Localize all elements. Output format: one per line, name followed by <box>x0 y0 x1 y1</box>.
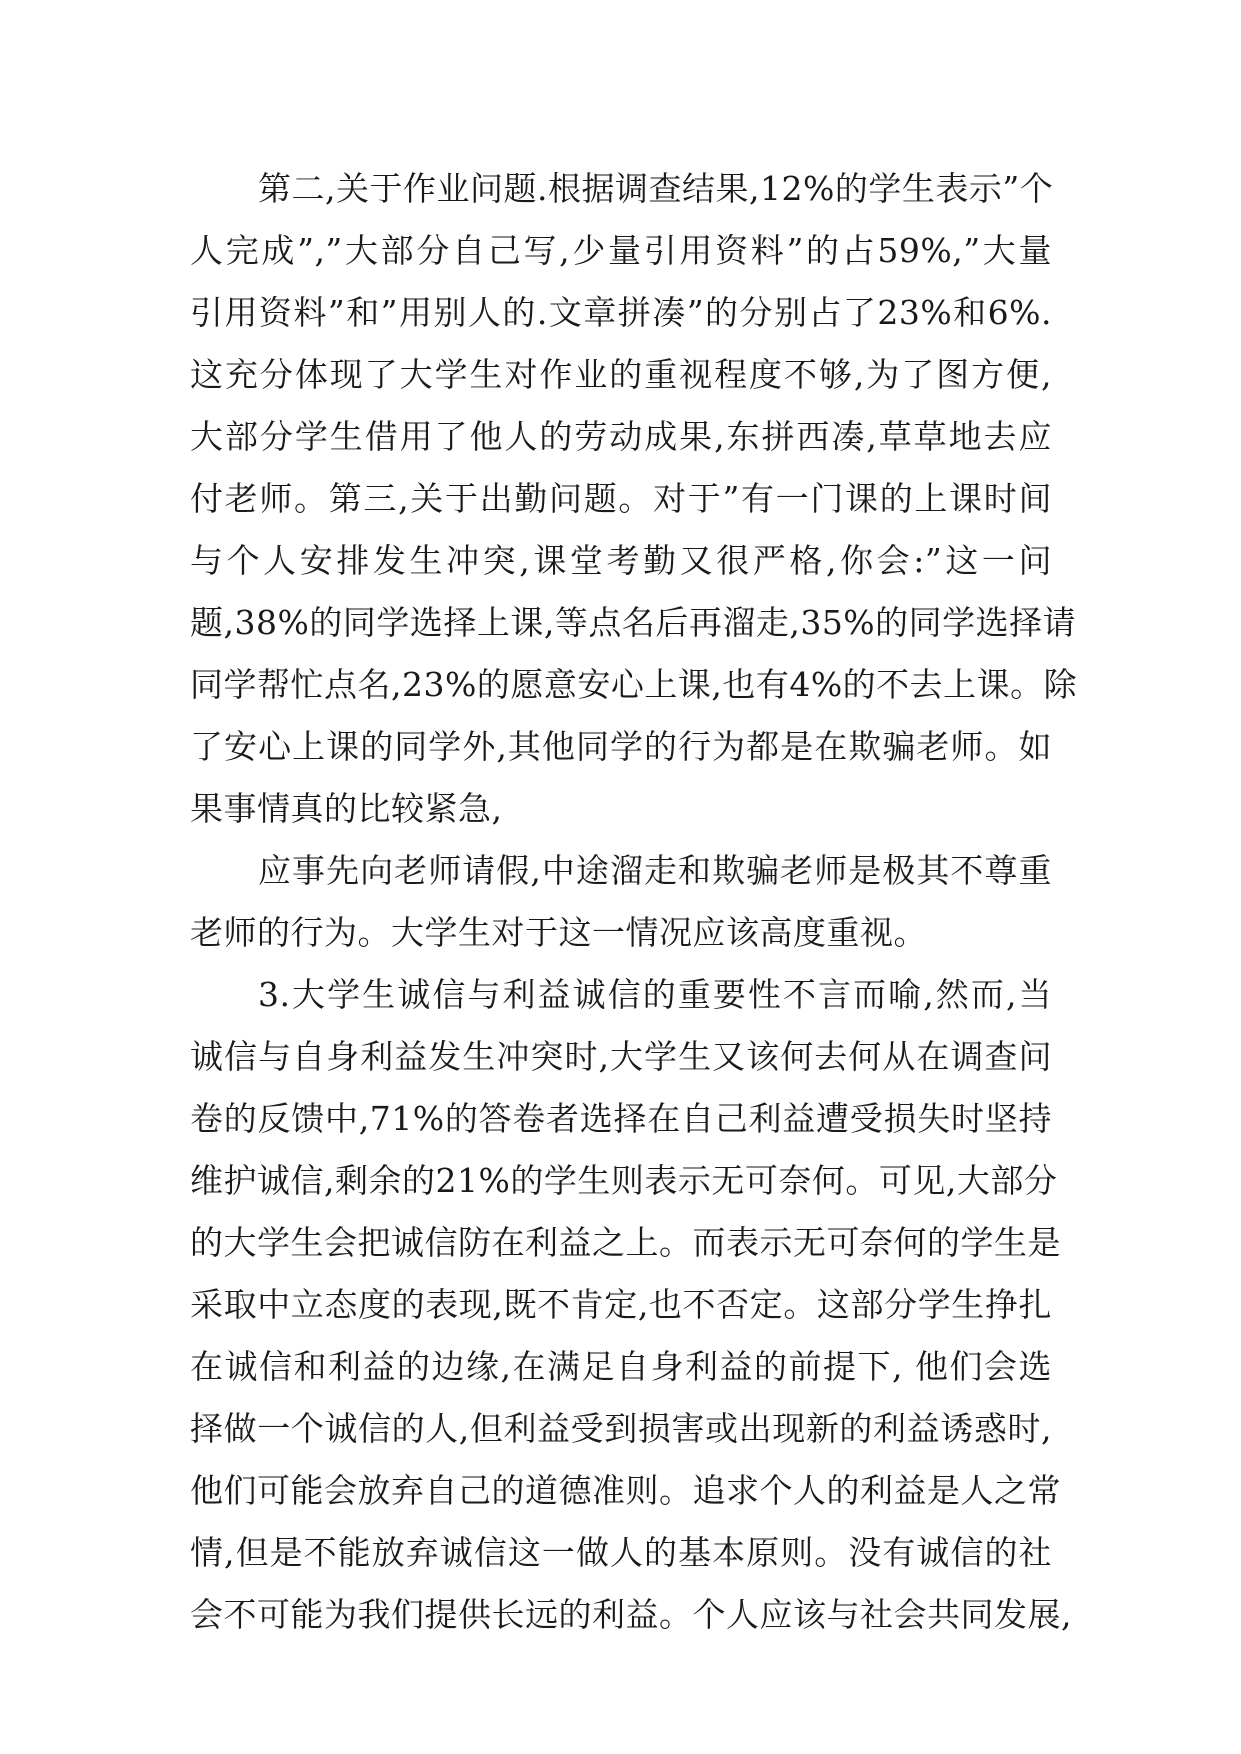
document-body <box>190 158 1078 1646</box>
text-line: 诚信与自身利益发生冲突时,大学生又该何去何从在调查问 <box>190 1037 1052 1076</box>
text-line: 同学帮忙点名,23%的愿意安心上课,也有4%的不去上课。除 <box>190 665 1078 704</box>
text-line: 他们可能会放弃自己的道德准则。追求个人的利益是人之常 <box>190 1471 1061 1510</box>
text-line: 题,38%的同学选择上课,等点名后再溜走,35%的同学选择请 <box>190 603 1077 642</box>
text-line: 的大学生会把诚信防在利益之上。而表示无可奈何的学生是 <box>190 1223 1061 1262</box>
text-line: 这充分体现了大学生对作业的重视程度不够,为了图方便, <box>190 355 1052 394</box>
text-line: 人完成”,”大部分自己写,少量引用资料”的占59%,”大量 <box>190 231 1052 270</box>
text-line: 维护诚信,剩余的21%的学生则表示无可奈何。可见,大部分 <box>190 1161 1058 1200</box>
text-line: 果事情真的比较紧急, <box>190 789 503 828</box>
text-line: 老师的行为。大学生对于这一情况应该高度重视。 <box>190 913 927 952</box>
text-line: 卷的反馈中,71%的答卷者选择在自己利益遭受损失时坚持 <box>190 1099 1052 1138</box>
text-line: 与个人安排发生冲突,课堂考勤又很严格,你会:”这一问 <box>190 541 1052 580</box>
text-line: 3.大学生诚信与利益诚信的重要性不言而喻,然而,当 <box>258 975 1052 1014</box>
text-line: 在诚信和利益的边缘,在满足自身利益的前提下, 他们会选 <box>190 1347 1052 1386</box>
text-line: 择做一个诚信的人,但利益受到损害或出现新的利益诱惑时, <box>190 1409 1052 1448</box>
text-line: 引用资料”和”用别人的.文章拼凑”的分别占了23%和6%. <box>190 293 1052 332</box>
text-line: 付老师。第三,关于出勤问题。对于”有一门课的上课时间 <box>190 479 1052 518</box>
text-line: 第二,关于作业问题.根据调查结果,12%的学生表示”个 <box>258 169 1054 208</box>
text-line: 采取中立态度的表现,既不肯定,也不否定。这部分学生挣扎 <box>190 1285 1052 1324</box>
text-line: 应事先向老师请假,中途溜走和欺骗老师是极其不尊重 <box>258 851 1052 890</box>
text-line: 大部分学生借用了他人的劳动成果,东拼西凑,草草地去应 <box>190 417 1052 456</box>
text-line: 情,但是不能放弃诚信这一做人的基本原则。没有诚信的社 <box>190 1533 1052 1572</box>
text-line: 了安心上课的同学外,其他同学的行为都是在欺骗老师。如 <box>190 727 1052 766</box>
text-line: 会不可能为我们提供长远的利益。个人应该与社会共同发展, <box>190 1595 1072 1634</box>
